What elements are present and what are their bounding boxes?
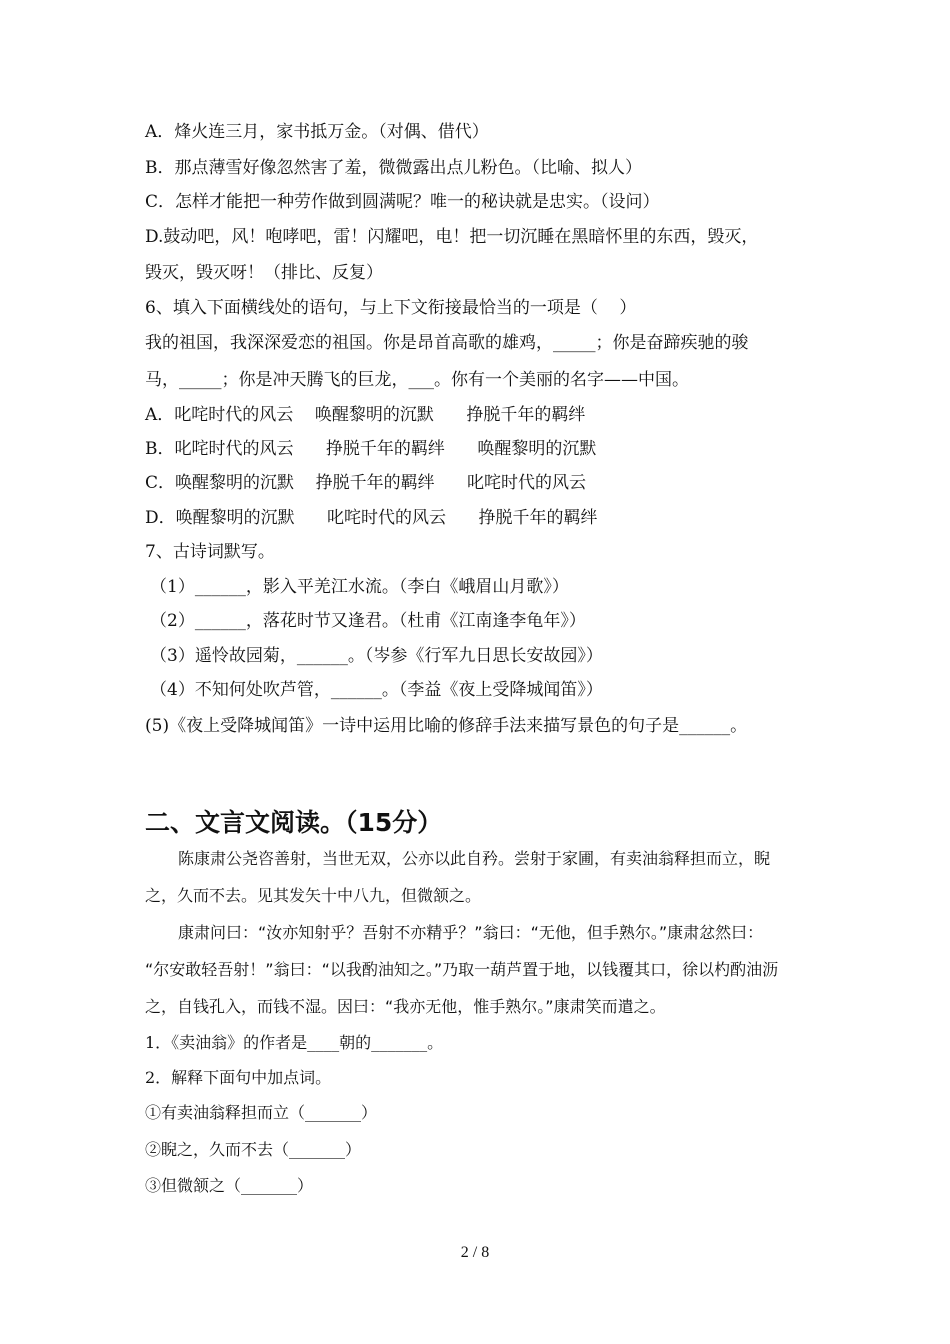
question-2: 2．解释下面句中加点词。 bbox=[145, 1068, 332, 1087]
option-d-rhetoric: D.鼓动吧，风！咆哮吧，雷！闪耀吧，电！把一切沉睡在黑暗怀里的东西，毁灭， bbox=[145, 227, 759, 247]
q7-item-5: (5)《夜上受降城闻笛》一诗中运用比喻的修辞手法来描写景色的句子是______。 bbox=[145, 716, 748, 736]
q2-item-2: ②睨之，久而不去（_______） bbox=[145, 1140, 362, 1159]
question-6-text: 我的祖国，我深深爱恋的祖国。你是昂首高歌的雄鸡，_____；你是奋蹄疾驰的骏 bbox=[145, 333, 749, 353]
q2-item-1: ①有卖油翁释担而立（_______） bbox=[145, 1103, 378, 1122]
passage-line-4: “尔安敢轻吾射！”翁曰：“以我酌油知之。”乃取一葫芦置于地，以钱覆其口，徐以杓酌油沥 bbox=[145, 960, 779, 979]
option-c-rhetoric: C．怎样才能把一种劳作做到圆满呢？唯一的秘诀就是忠实。（设问） bbox=[145, 192, 660, 212]
q7-item-2: （2）______，落花时节又逢君。（杜甫《江南逢李龟年》） bbox=[150, 611, 586, 631]
passage-line-5: 之，自钱孔入，而钱不湿。因曰：“我亦无他，惟手熟尔。”康肃笑而遣之。 bbox=[145, 997, 666, 1016]
passage-line-3: 康肃问曰：“汝亦知射乎？吾射不亦精乎？”翁曰：“无他，但手熟尔。”康肃忿然曰： bbox=[178, 923, 764, 942]
q6-option-d: D．唤醒黎明的沉默 叱咤时代的风云 挣脱千年的羁绊 bbox=[145, 508, 598, 528]
q6-option-b: B．叱咤时代的风云 挣脱千年的羁绊 唤醒黎明的沉默 bbox=[145, 439, 597, 459]
q7-item-1: （1）______，影入平羌江水流。（李白《峨眉山月歌》） bbox=[150, 577, 569, 597]
question-6: 6、填入下面横线处的语句，与上下文衔接最恰当的一项是（ ） bbox=[145, 298, 637, 318]
q7-item-3: （3）遥怜故园菊，______。（岑参《行军九日思长安故园》） bbox=[150, 646, 603, 666]
passage-line-1: 陈康肃公尧咨善射，当世无双，公亦以此自矜。尝射于家圃，有卖油翁释担而立，睨 bbox=[178, 849, 771, 868]
option-b-rhetoric: B．那点薄雪好像忽然害了羞，微微露出点儿粉色。（比喻、拟人） bbox=[145, 158, 642, 178]
q7-item-4: （4）不知何处吹芦管，______。（李益《夜上受降城闻笛》） bbox=[150, 680, 603, 700]
question-7: 7、古诗词默写。 bbox=[145, 542, 275, 562]
q2-item-3: ③但微颔之（_______） bbox=[145, 1176, 314, 1195]
question-1: 1．《卖油翁》的作者是____朝的_______。 bbox=[145, 1033, 444, 1052]
question-6-text-cont: 马，_____；你是冲天腾飞的巨龙，___。你有一个美丽的名字——中国。 bbox=[145, 370, 689, 390]
option-a-rhetoric: A．烽火连三月，家书抵万金。（对偶、借代） bbox=[145, 122, 489, 142]
page-number: 2 / 8 bbox=[460, 1244, 490, 1261]
section-heading: 二、文言文阅读。（15分） bbox=[145, 808, 443, 837]
q6-option-a: A．叱咤时代的风云 唤醒黎明的沉默 挣脱千年的羁绊 bbox=[145, 405, 586, 425]
passage-line-2: 之，久而不去。见其发矢十中八九，但微颔之。 bbox=[145, 886, 482, 905]
q6-option-c: C．唤醒黎明的沉默 挣脱千年的羁绊 叱咤时代的风云 bbox=[145, 473, 587, 493]
option-d-rhetoric-cont: 毁灭，毁灭呀！（排比、反复） bbox=[145, 263, 383, 283]
